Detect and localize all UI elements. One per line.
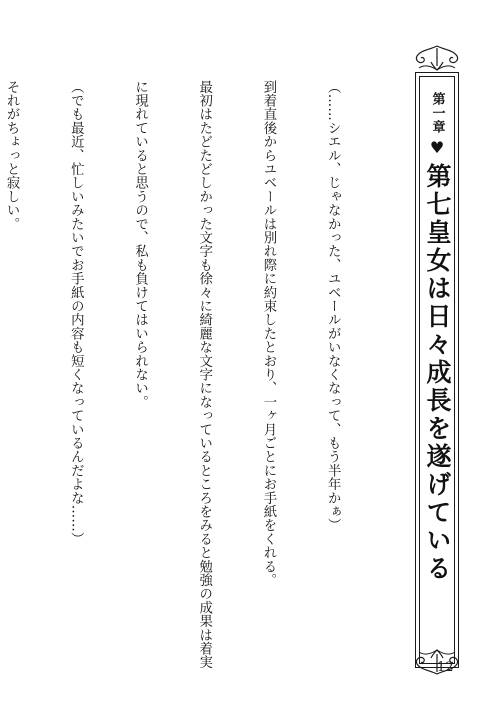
text-line: それがちょっと寂しい。 bbox=[4, 80, 20, 231]
text-line: （でも最近、忙しいみたいでお手紙の内容も短くなっているんだよな……） bbox=[68, 80, 84, 546]
chapter-name: 第七皇女は日々成長を遂げている bbox=[423, 163, 452, 583]
chapter-title bbox=[417, 92, 457, 652]
body-text bbox=[4, 80, 386, 670]
page-number: 12 bbox=[437, 660, 454, 675]
text-line: に現れていると思うので、私も負けてはいられない。 bbox=[132, 80, 148, 409]
text-line: 到着直後からユベールは別れ際に約束したとおり、一ヶ月ごとにお手紙をくれる。 bbox=[260, 80, 276, 587]
heart-icon: ♥ bbox=[427, 138, 447, 157]
text-line: （……シエル、じゃなかった、ユベールがいなくなって、もう半年かぁ） bbox=[325, 80, 341, 533]
chapter-number: 第一章 bbox=[429, 92, 445, 134]
text-line: 最初はたどたどしかった文字も徐々に綺麗な文字になっているところをみると勉強の成果は着実 bbox=[196, 80, 212, 670]
chapter-heading-frame bbox=[409, 40, 465, 680]
